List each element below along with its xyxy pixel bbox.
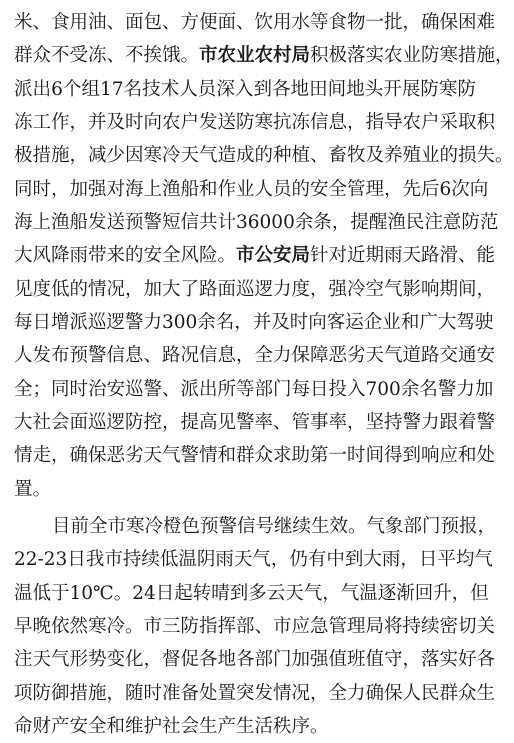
text-run: 大风降雨带来的安全风险。	[14, 245, 237, 266]
text-line: 每日增派巡逻警力300余名，并及时向客运企业和广大驾驶	[14, 312, 494, 333]
text-line: 命财产安全和维护社会生产生活秩序。	[14, 716, 329, 737]
text-line: 全；同时治安巡警、派出所等部门每日投入700余名警力加	[14, 379, 494, 400]
text-line: 同时，加强对海上渔船和作业人员的安全管理，先后6次向	[14, 179, 489, 200]
text-run: 积极落实农业防寒措施，	[310, 45, 514, 66]
text-line: 目前全市寒冷橙色预警信号继续生效。气象部门预报，	[52, 516, 497, 537]
text-line: 米、食用油、面包、方便面、饮用水等食物一批，确保困难	[14, 12, 496, 33]
text-line: 冻工作，并及时向农户发送防寒抗冻信息，指导农户采取积	[14, 112, 496, 133]
text-line: 极措施，减少因寒冷天气造成的种植、畜牧及养殖业的损失。	[14, 145, 514, 166]
text-line: 注天气形势变化，督促各地各部门加强值班值守，落实好各	[14, 649, 496, 670]
text-line: 项防御措施，随时准备处置突发情况，全力确保人民群众生	[14, 683, 496, 704]
text-line: 22-23日我市持续低温阴雨天气，仍有中到大雨，日平均气	[14, 549, 493, 570]
text-line: 海上渔船发送预警短信共计36000余条，提醒渔民注意防范	[14, 212, 499, 233]
text-line: 派出6个组17名技术人员深入到各地田间地头开展防寒防	[14, 79, 476, 100]
agency-name-agriculture: 市农业农村局	[199, 45, 311, 66]
text-line: 大社会面巡逻防控，提高见警率、管事率，坚持警力跟着警	[14, 412, 496, 433]
text-run: 针对近期雨天路滑、能	[310, 245, 496, 266]
text-line: 情走，确保恶劣天气警情和群众求助第一时间得到响应和处	[14, 445, 496, 466]
text-line: 置。	[14, 479, 52, 500]
text-line: 人发布预警信息、路况信息，全力保障恶劣天气道路交通安	[14, 345, 496, 366]
text-line: 温低于10℃。24日起转晴到多云天气，气温逐渐回升，但	[14, 583, 489, 604]
text-run: 群众不受冻、不挨饿。	[14, 45, 200, 66]
agency-name-police: 市公安局	[236, 245, 311, 266]
text-line	[14, 39, 514, 72]
text-line	[14, 239, 496, 272]
text-line: 早晚依然寒冷。市三防指挥部、市应急管理局将持续密切关	[14, 616, 496, 637]
text-line: 见度低的情况，加大了路面巡逻力度，强冷空气影响期间，	[14, 279, 496, 300]
